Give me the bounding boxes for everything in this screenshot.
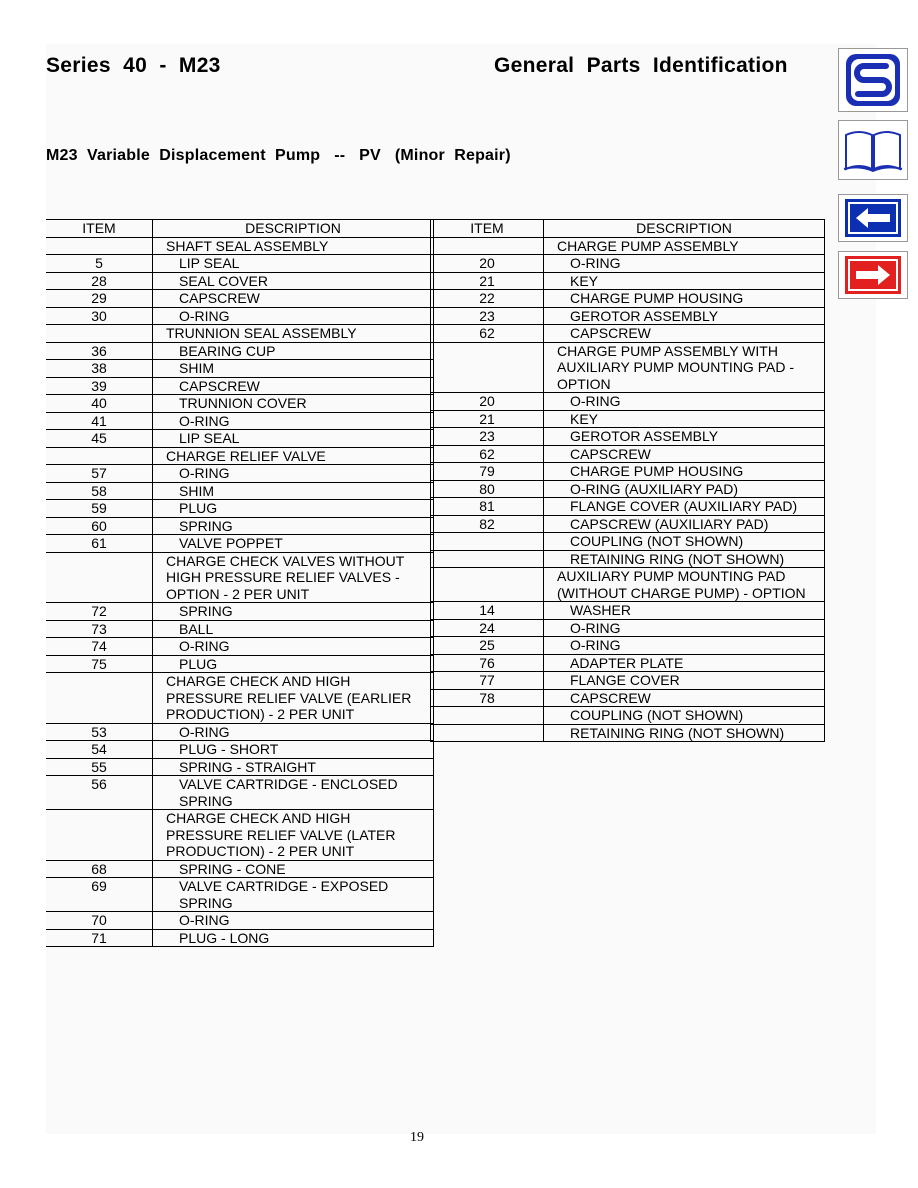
part-description: SPRING: [153, 603, 434, 621]
sundstrand-logo-icon: [844, 52, 902, 108]
item-number: 40: [46, 395, 153, 413]
item-number: 22: [431, 290, 544, 308]
page-number: 19: [410, 1130, 424, 1145]
item-number: 69: [46, 878, 153, 912]
table-row: [431, 724, 825, 742]
table-row: [46, 237, 434, 255]
assembly-heading: CHARGE CHECK AND HIGH PRESSURE RELIEF VALVE (LATER PRODUCTION) - 2 PER UNIT: [153, 810, 434, 861]
assembly-heading: AUXILIARY PUMP MOUNTING PAD (WITHOUT CHARGE PUMP) - OPTION: [544, 568, 825, 602]
table-header-row: [46, 220, 434, 238]
parts-table-left: [46, 219, 434, 947]
table-row: [431, 672, 825, 690]
item-number: 14: [431, 602, 544, 620]
table-row: [46, 860, 434, 878]
part-description: PLUG - LONG: [153, 929, 434, 947]
arrow-left-icon: [844, 198, 902, 238]
table-row: [46, 620, 434, 638]
part-description: SPRING - CONE: [153, 860, 434, 878]
part-description: O-RING: [153, 412, 434, 430]
section-title: General Parts Identification: [494, 54, 788, 77]
part-description: O-RING: [544, 619, 825, 637]
item-number: [46, 237, 153, 255]
part-description: CAPSCREW (AUXILIARY PAD): [544, 515, 825, 533]
series-title: Series 40 - M23: [46, 54, 221, 77]
part-description: GEROTOR ASSEMBLY: [544, 428, 825, 446]
part-description: SPRING: [153, 517, 434, 535]
table-row: [431, 498, 825, 516]
table-row: [431, 619, 825, 637]
part-description: BALL: [153, 620, 434, 638]
item-number: 56: [46, 776, 153, 810]
table-row: [46, 430, 434, 448]
part-description: RETAINING RING (NOT SHOWN): [544, 724, 825, 742]
table-row: [431, 290, 825, 308]
item-number: 20: [431, 393, 544, 411]
item-number: 23: [431, 428, 544, 446]
table-row: [431, 533, 825, 551]
part-description: O-RING: [153, 912, 434, 930]
part-description: CAPSCREW: [544, 689, 825, 707]
table-row: [431, 255, 825, 273]
logo-button[interactable]: [838, 48, 908, 112]
part-description: LIP SEAL: [153, 255, 434, 273]
table-row: [46, 290, 434, 308]
table-row: [431, 393, 825, 411]
table-row: [46, 377, 434, 395]
item-number: [431, 707, 544, 725]
part-description: ADAPTER PLATE: [544, 654, 825, 672]
item-number: [431, 550, 544, 568]
item-number: 61: [46, 535, 153, 553]
table-row: [46, 465, 434, 483]
assembly-heading: CHARGE RELIEF VALVE: [153, 447, 434, 465]
item-number: [431, 342, 544, 393]
part-description: KEY: [544, 272, 825, 290]
item-number: 74: [46, 638, 153, 656]
item-number: 70: [46, 912, 153, 930]
item-number: 77: [431, 672, 544, 690]
item-number: 53: [46, 723, 153, 741]
column-header-item: ITEM: [46, 220, 153, 238]
item-number: 72: [46, 603, 153, 621]
part-description: CAPSCREW: [544, 445, 825, 463]
table-row: [431, 480, 825, 498]
table-row: [431, 237, 825, 255]
item-number: 73: [46, 620, 153, 638]
part-description: FLANGE COVER: [544, 672, 825, 690]
part-description: O-RING: [544, 255, 825, 273]
part-description: COUPLING (NOT SHOWN): [544, 533, 825, 551]
assembly-heading: CHARGE CHECK VALVES WITHOUT HIGH PRESSURE RELIEF VALVES - OPTION - 2 PER UNIT: [153, 552, 434, 603]
table-row: [431, 602, 825, 620]
item-number: [431, 237, 544, 255]
table-row: [431, 325, 825, 343]
table-row: [46, 552, 434, 603]
part-description: CHARGE PUMP HOUSING: [544, 290, 825, 308]
part-description: O-RING: [544, 393, 825, 411]
part-description: O-RING: [153, 638, 434, 656]
item-number: 55: [46, 758, 153, 776]
item-number: [46, 447, 153, 465]
item-number: 36: [46, 342, 153, 360]
item-number: [46, 552, 153, 603]
part-description: CAPSCREW: [153, 377, 434, 395]
forward-button[interactable]: [838, 251, 908, 299]
table-row: [431, 272, 825, 290]
part-description: FLANGE COVER (AUXILIARY PAD): [544, 498, 825, 516]
item-number: [431, 568, 544, 602]
item-number: 58: [46, 482, 153, 500]
part-description: O-RING: [153, 723, 434, 741]
table-row: [431, 568, 825, 602]
part-description: SHIM: [153, 482, 434, 500]
item-number: 76: [431, 654, 544, 672]
item-number: 21: [431, 272, 544, 290]
item-number: 24: [431, 619, 544, 637]
item-number: 45: [46, 430, 153, 448]
item-number: 21: [431, 410, 544, 428]
table-row: [46, 342, 434, 360]
part-description: BEARING CUP: [153, 342, 434, 360]
table-row: [46, 255, 434, 273]
table-row: [431, 550, 825, 568]
column-header-description: DESCRIPTION: [544, 220, 825, 238]
item-number: 68: [46, 860, 153, 878]
part-description: PLUG - SHORT: [153, 741, 434, 759]
table-row: [431, 410, 825, 428]
assembly-heading: CHARGE CHECK AND HIGH PRESSURE RELIEF VALVE (EARLIER PRODUCTION) - 2 PER UNIT: [153, 673, 434, 724]
item-number: 60: [46, 517, 153, 535]
part-description: GEROTOR ASSEMBLY: [544, 307, 825, 325]
item-number: 5: [46, 255, 153, 273]
arrow-right-icon: [844, 255, 902, 295]
item-number: [46, 673, 153, 724]
table-row: [431, 707, 825, 725]
column-header-description: DESCRIPTION: [153, 220, 434, 238]
item-number: [431, 724, 544, 742]
item-number: [431, 533, 544, 551]
table-row: [46, 360, 434, 378]
part-description: COUPLING (NOT SHOWN): [544, 707, 825, 725]
item-number: 30: [46, 307, 153, 325]
table-row: [431, 445, 825, 463]
table-row: [46, 929, 434, 947]
item-number: 20: [431, 255, 544, 273]
part-description: TRUNNION COVER: [153, 395, 434, 413]
book-button[interactable]: [838, 120, 908, 180]
part-description: PLUG: [153, 655, 434, 673]
part-description: VALVE POPPET: [153, 535, 434, 553]
item-number: 71: [46, 929, 153, 947]
item-number: 82: [431, 515, 544, 533]
table-row: [431, 515, 825, 533]
part-description: PLUG: [153, 500, 434, 518]
table-row: [46, 517, 434, 535]
assembly-heading: CHARGE PUMP ASSEMBLY: [544, 237, 825, 255]
table-row: [46, 912, 434, 930]
item-number: 62: [431, 445, 544, 463]
table-row: [46, 810, 434, 861]
item-number: 38: [46, 360, 153, 378]
item-number: 41: [46, 412, 153, 430]
part-description: SEAL COVER: [153, 272, 434, 290]
assembly-heading: CHARGE PUMP ASSEMBLY WITH AUXILIARY PUMP MOUNTING PAD - OPTION: [544, 342, 825, 393]
item-number: 28: [46, 272, 153, 290]
item-number: 79: [431, 463, 544, 481]
item-number: 39: [46, 377, 153, 395]
table-row: [431, 654, 825, 672]
part-description: SHIM: [153, 360, 434, 378]
back-button[interactable]: [838, 194, 908, 242]
part-description: LIP SEAL: [153, 430, 434, 448]
table-row: [46, 878, 434, 912]
item-number: 81: [431, 498, 544, 516]
parts-table-right: [430, 219, 825, 742]
part-description: KEY: [544, 410, 825, 428]
table-row: [46, 412, 434, 430]
item-number: 25: [431, 637, 544, 655]
item-number: 62: [431, 325, 544, 343]
part-description: VALVE CARTRIDGE - EXPOSED SPRING: [153, 878, 434, 912]
item-number: [46, 325, 153, 343]
table-row: [46, 673, 434, 724]
table-row: [46, 272, 434, 290]
page-subtitle: M23 Variable Displacement Pump -- PV (Minor Repair): [46, 147, 511, 164]
assembly-heading: TRUNNION SEAL ASSEMBLY: [153, 325, 434, 343]
table-row: [46, 723, 434, 741]
table-row: [46, 482, 434, 500]
part-description: CAPSCREW: [544, 325, 825, 343]
item-number: 54: [46, 741, 153, 759]
table-row: [46, 500, 434, 518]
item-number: [46, 810, 153, 861]
table-row: [46, 776, 434, 810]
assembly-heading: SHAFT SEAL ASSEMBLY: [153, 237, 434, 255]
item-number: 29: [46, 290, 153, 308]
table-row: [46, 447, 434, 465]
table-row: [46, 535, 434, 553]
table-row: [431, 307, 825, 325]
part-description: O-RING: [544, 637, 825, 655]
table-row: [46, 638, 434, 656]
column-header-item: ITEM: [431, 220, 544, 238]
item-number: 75: [46, 655, 153, 673]
table-row: [431, 637, 825, 655]
table-header-row: [431, 220, 825, 238]
part-description: RETAINING RING (NOT SHOWN): [544, 550, 825, 568]
item-number: 59: [46, 500, 153, 518]
part-description: O-RING: [153, 307, 434, 325]
part-description: SPRING - STRAIGHT: [153, 758, 434, 776]
table-row: [46, 758, 434, 776]
table-row: [46, 395, 434, 413]
table-row: [46, 325, 434, 343]
part-description: VALVE CARTRIDGE - ENCLOSED SPRING: [153, 776, 434, 810]
part-description: CHARGE PUMP HOUSING: [544, 463, 825, 481]
table-row: [431, 689, 825, 707]
item-number: 80: [431, 480, 544, 498]
book-icon: [842, 125, 904, 175]
part-description: O-RING: [153, 465, 434, 483]
table-row: [46, 307, 434, 325]
item-number: 57: [46, 465, 153, 483]
table-row: [431, 463, 825, 481]
item-number: 78: [431, 689, 544, 707]
part-description: WASHER: [544, 602, 825, 620]
table-row: [46, 741, 434, 759]
part-description: O-RING (AUXILIARY PAD): [544, 480, 825, 498]
item-number: 23: [431, 307, 544, 325]
part-description: CAPSCREW: [153, 290, 434, 308]
table-row: [46, 603, 434, 621]
table-row: [431, 342, 825, 393]
table-row: [431, 428, 825, 446]
table-row: [46, 655, 434, 673]
